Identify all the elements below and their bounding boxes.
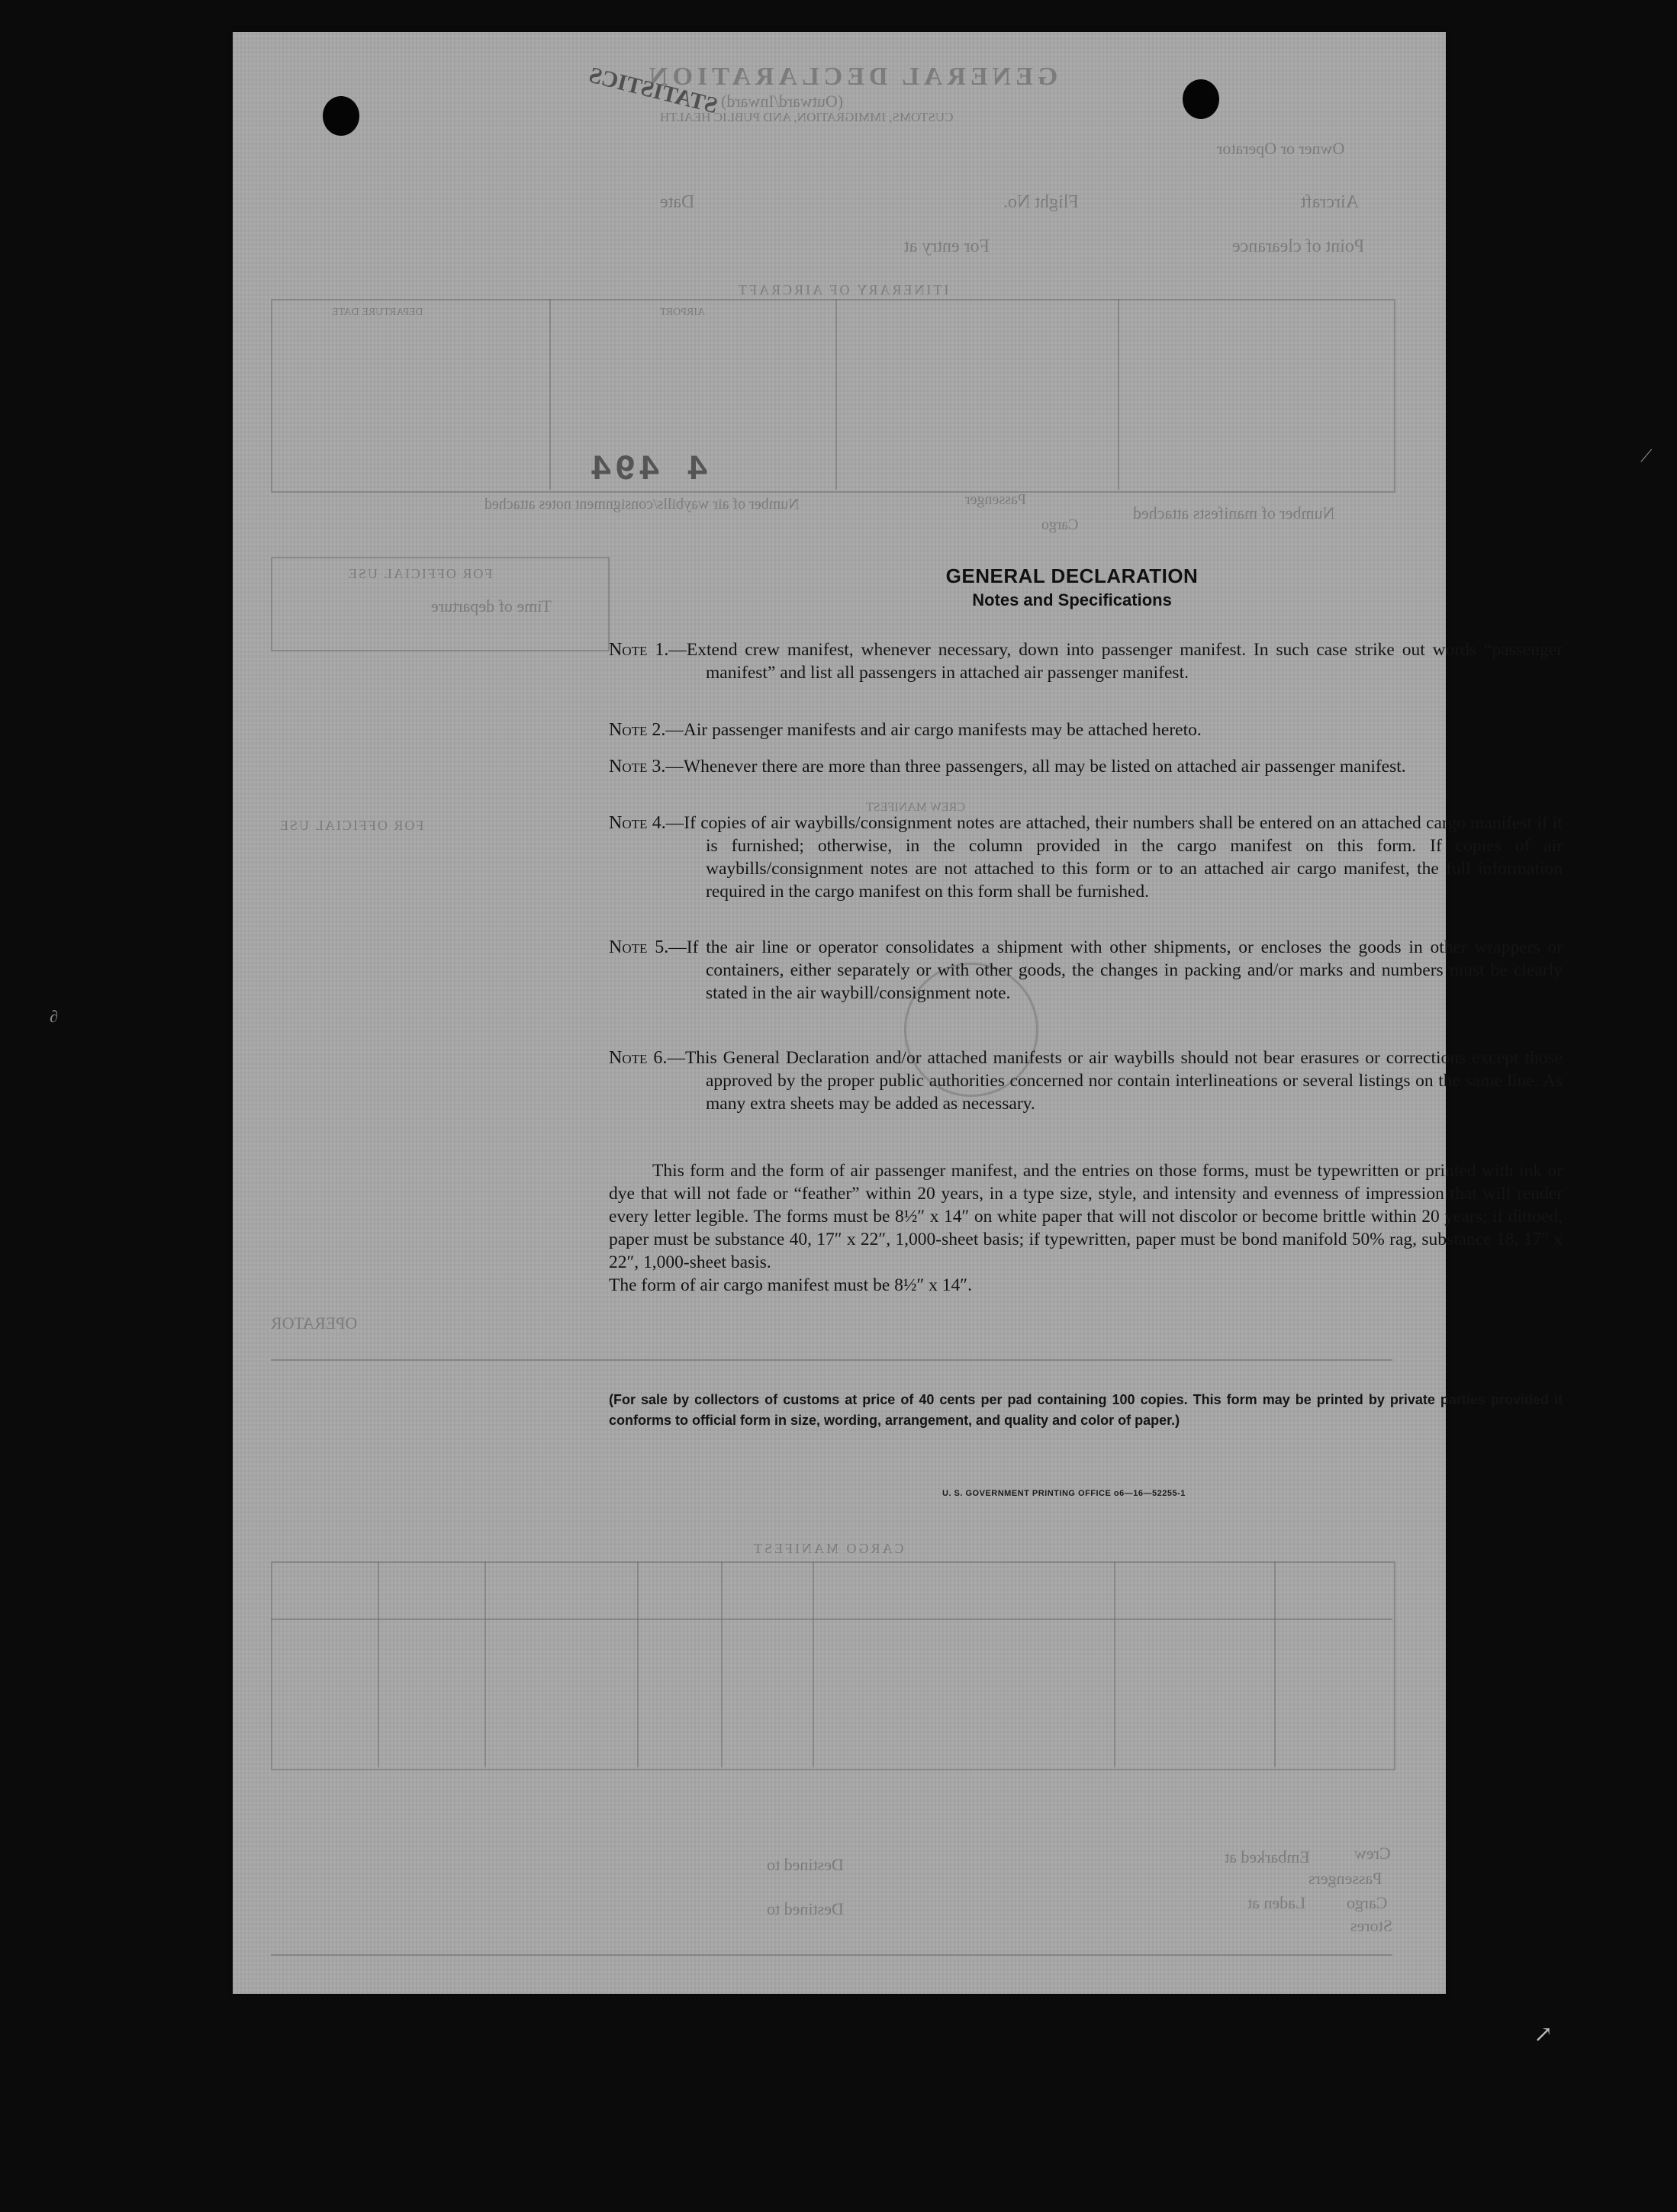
ghost-owner: Owner or Operator xyxy=(1217,139,1345,158)
ghost-entry: For entry at xyxy=(904,236,990,256)
note-text: —Whenever there are more than three passengers, all may be listed on attached air passenger manifest. xyxy=(665,757,1406,776)
ghost-waybills: Number of air waybills/consignment notes attached xyxy=(484,496,800,513)
note-item xyxy=(609,812,1563,903)
ghost-date: Date xyxy=(660,192,695,212)
ghost-manifests: Number of manifests attached xyxy=(1133,503,1335,522)
ghost-cargo-manifest: CARGO MANIFEST xyxy=(752,1541,904,1556)
punch-hole-right xyxy=(1183,79,1219,119)
ghost-stores: Stores xyxy=(1350,1916,1392,1935)
ghost-col-line xyxy=(378,1561,379,1767)
note-item xyxy=(609,638,1563,684)
ghost-operator: OPERATOR xyxy=(271,1313,358,1333)
sale-note: (For sale by collectors of customs at price of 40 cents per pad containing 100 copies. This form may be printed by private parties provided it conforms to official form in size, wording, arrangement, and quality and color of paper.) xyxy=(609,1392,1563,1428)
margin-mark: ↗ xyxy=(1534,2022,1553,2047)
ghost-itinerary: ITINERARY OF AIRCRAFT xyxy=(736,282,949,297)
ghost-col-line xyxy=(1274,1561,1276,1767)
ghost-title: GENERAL DECLARATION xyxy=(645,63,1058,91)
specification-text: This form and the form of air passenger manifest, and the entries on those forms, must be typewritten or printed with ink or dye that will not fade or “feather” within 20 years, in a type size, style, and intensity and evenness of impression that will render every letter legible. The forms must be 8½″ x 14″ on white paper that will not discolor or become brittle within 20 years; if dittoed, paper must be substance 40, 17″ x 22″, 1,000-sheet basis; if typewritten, paper must be bond manifold 50% rag, substance 18, 17″ x 22″, 1,000-sheet basis. xyxy=(609,1161,1563,1272)
ghost-col-line xyxy=(721,1561,723,1767)
note-label: Note 2. xyxy=(609,720,666,740)
ghost-time-departure: Time of departure xyxy=(431,596,552,616)
note-label: Note 5. xyxy=(609,937,669,957)
document-heading: GENERAL DECLARATION xyxy=(945,564,1199,587)
note-label: Note 4. xyxy=(609,813,666,833)
ghost-col-line xyxy=(813,1561,814,1767)
ghost-clearance: Point of clearance xyxy=(1232,236,1365,256)
ghost-rule xyxy=(271,1619,1392,1620)
ghost-crew: Crew xyxy=(1354,1844,1391,1863)
ghost-cargo-table xyxy=(271,1561,1395,1770)
ghost-cargo-2: Cargo xyxy=(1347,1893,1388,1912)
ghost-col-line xyxy=(637,1561,639,1767)
ghost-destined: Destined to xyxy=(767,1855,844,1874)
ghost-aircraft: Aircraft xyxy=(1301,192,1359,212)
ghost-official-use: FOR OFFICIAL USE xyxy=(347,566,493,581)
ghost-cargo: Cargo xyxy=(1041,516,1079,533)
ghost-official-use-2: FOR OFFICIAL USE xyxy=(278,818,424,833)
note-text: —This General Declaration and/or attached manifests or air waybills should not bear erasures or corrections except those approved by the proper public authorities concerned nor contain interlineations or several listings on the same line. As many extra sheets may be added as necessary. xyxy=(667,1048,1563,1114)
ghost-agency: CUSTOMS, IMMIGRATION, AND PUBLIC HEALTH xyxy=(660,110,954,124)
note-text: —Air passenger manifests and air cargo manifests may be attached hereto. xyxy=(665,720,1202,740)
note-label: Note 3. xyxy=(609,757,666,776)
ghost-col-line xyxy=(549,299,551,490)
ghost-rule xyxy=(271,1359,1392,1361)
ghost-airport: AIRPORT xyxy=(660,307,706,318)
note-text: —If the air line or operator consolidates a shipment with other shipments, or encloses the goods in other wrappers or containers, either separately or with other goods, the changes in packing and/or marks and numbers must be clearly stated in the air waybill/consignment note. xyxy=(668,937,1563,1003)
ghost-passenger: Passenger xyxy=(965,491,1026,508)
ghost-departure-date: DEPARTURE DATE xyxy=(332,307,423,318)
punch-hole-left xyxy=(323,96,359,136)
note-item xyxy=(609,936,1563,1005)
ghost-embarked: Embarked at xyxy=(1225,1847,1310,1866)
note-label: Note 6. xyxy=(609,1048,668,1068)
note-label: Note 1. xyxy=(609,640,669,660)
ghost-crew-manifest: CREW MANIFEST xyxy=(866,801,965,814)
ghost-subtitle: (Outward/Inward) xyxy=(721,92,844,111)
margin-mark: ⟋ xyxy=(1640,446,1653,465)
ghost-destined-2: Destined to xyxy=(767,1899,844,1918)
ghost-stamp-text: STATISTICS xyxy=(586,62,720,119)
ghost-col-line xyxy=(484,1561,486,1767)
note-text: —If copies of air waybills/consignment notes are attached, their numbers shall be entered on an attached cargo manifest if it is furnished; otherwise, in the column provided in the cargo manifest on this form. If copies of air waybills/consignment notes are not attached to this form or to an attached air cargo manifest, the full information required in the cargo manifest on this form shall be furnished. xyxy=(665,813,1563,902)
document-page xyxy=(233,32,1563,1994)
note-item xyxy=(609,1047,1563,1115)
note-item xyxy=(609,755,1563,778)
note-item xyxy=(609,719,1563,741)
specification-paragraph xyxy=(609,1159,1563,1297)
ghost-rule xyxy=(271,1954,1392,1956)
ghost-itinerary-table xyxy=(271,299,1395,493)
ghost-flight-no: Flight No. xyxy=(1003,192,1079,212)
margin-mark: ∂ xyxy=(50,1007,58,1026)
cargo-manifest-size-text: The form of air cargo manifest must be 8½″ x 14″. xyxy=(609,1275,972,1295)
stamped-number: 4 494 xyxy=(587,450,709,490)
ghost-laden: Laden at xyxy=(1247,1893,1306,1912)
ghost-col-line xyxy=(835,299,837,490)
document-subheading: Notes and Specifications xyxy=(972,590,1172,609)
note-text: —Extend crew manifest, whenever necessary, down into passenger manifest. In such case strike out words “passenger manifest” and list all passengers in attached air passenger manifest. xyxy=(668,640,1563,683)
printing-office-line: U. S. GOVERNMENT PRINTING OFFICE o6—16—52255-1 xyxy=(942,1489,1186,1498)
ghost-col-line xyxy=(1114,1561,1115,1767)
ghost-col-line xyxy=(1118,299,1119,490)
ghost-passengers: Passengers xyxy=(1308,1869,1382,1888)
